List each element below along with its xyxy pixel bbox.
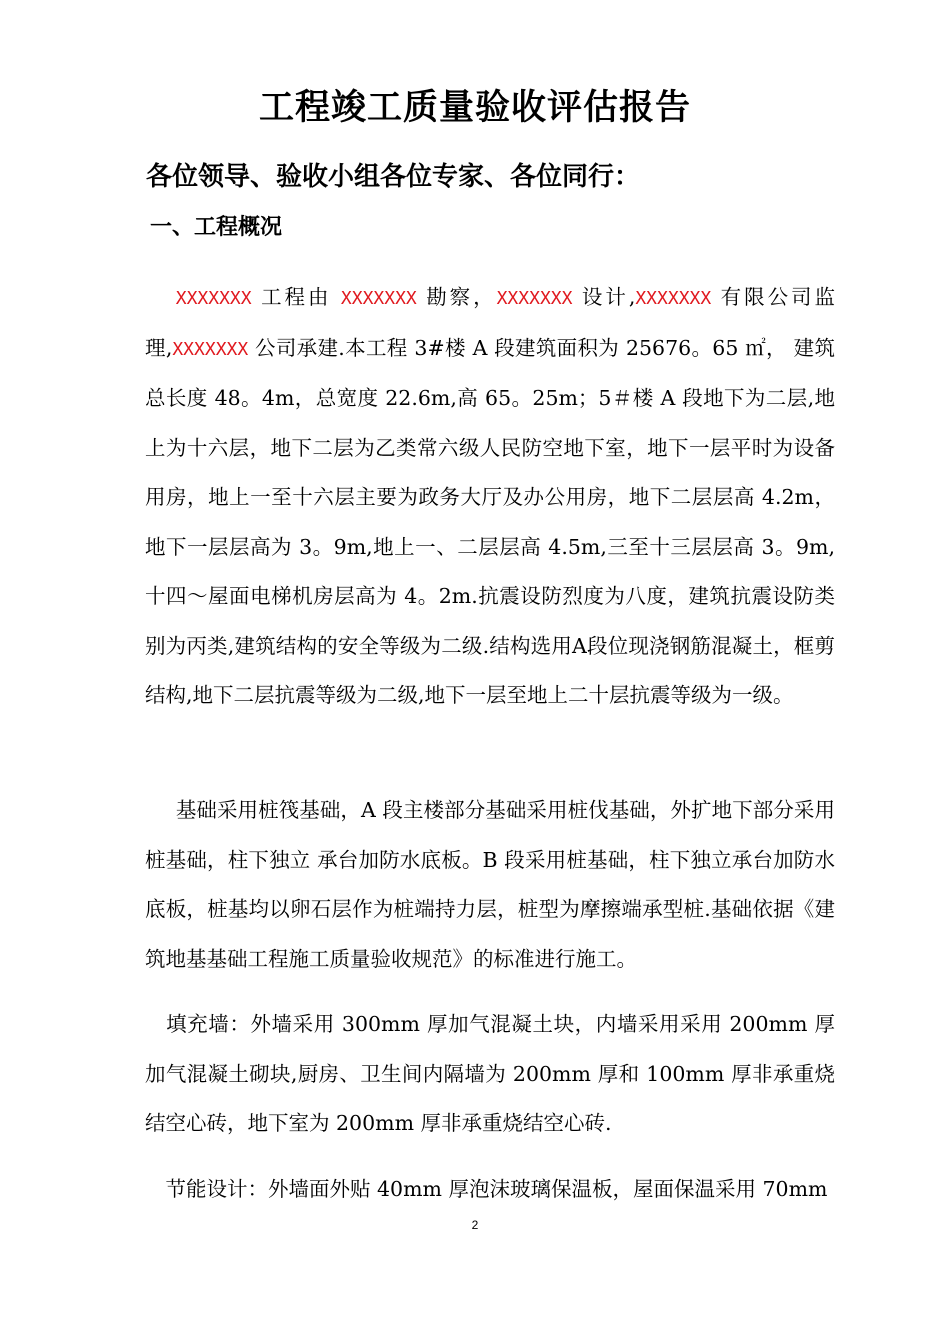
overview-paragraph: [145, 273, 835, 721]
section-heading-overview: 一、工程概况: [150, 215, 283, 240]
foundation-paragraph: [145, 786, 835, 984]
salutation: 各位领导、验收小组各位专家、各位同行：: [146, 162, 641, 192]
paragraph-text: 勘察，: [416, 285, 497, 309]
placeholder-text: XXXXXXX: [172, 338, 249, 360]
page-number: 2: [471, 1218, 479, 1232]
placeholder-text: XXXXXXX: [175, 288, 252, 309]
paragraph-text: 有限公司监理,: [145, 285, 835, 360]
paragraph-text: 基础采用桩筏基础，A 段主楼部分基础采用桩伐基础，外扩地下部分采用桩基础，柱下独立 承台加防水底板。B 段采用桩基础，柱下独立承台加防水底板，桩基均以卵石层作为桩端持力层，桩型为摩擦端承型桩.基础依据《建筑地基基础工程施工质量验收规范》的标准进行施工。: [145, 798, 835, 971]
placeholder-text: XXXXXXX: [635, 288, 712, 309]
paragraph-text: 公司承建.本工程 3#楼 A 段建筑面积为 25676。65 ㎡， 建筑总长度 48。4m，总宽度 22.6m,高 65。25m；5＃楼 A 段地下为二层,地上为十六层，地下二层为乙类常六级人民防空地下室，地下一层平时为设备用房，地上一至十六层主要为政务大厅及办公用房，地下二层层高 4.2m，地下一层层高为 3。9m,地上一、二层层高 4.5m,三至十三层层高 3。9m,十四～屋面电梯机房层高为 4。2m.抗震设防烈度为八度，建筑抗震设防类别为丙类,建筑结构的安全等级为二级.结构选用A段位现浇钢筋混凝土，框剪结构,地下二层抗震等级为二级,地下一层至地上二十层抗震等级为一级。: [145, 335, 835, 707]
infill-wall-paragraph: [145, 1000, 835, 1149]
placeholder-text: XXXXXXX: [340, 288, 417, 309]
report-title: 工程竣工质量验收评估报告: [258, 88, 691, 128]
paragraph-text: 节能设计：外墙面外贴 40mm 厚泡沫玻璃保温板，屋面保温采用 70mm: [165, 1177, 828, 1201]
placeholder-text: XXXXXXX: [496, 288, 573, 309]
paragraph-text: 工程由: [251, 285, 341, 309]
paragraph-text: 填充墙：外墙采用 300mm 厚加气混凝土块，内墙采用采用 200mm 厚加气混凝土砌块,厨房、卫生间内隔墙为 200mm 厚和 100mm 厚非承重烧结空心砖，地下室为 200mm 厚非承重烧结空心砖.: [145, 1012, 835, 1135]
energy-paragraph: [145, 1165, 835, 1215]
paragraph-text: 设计,: [572, 285, 636, 309]
